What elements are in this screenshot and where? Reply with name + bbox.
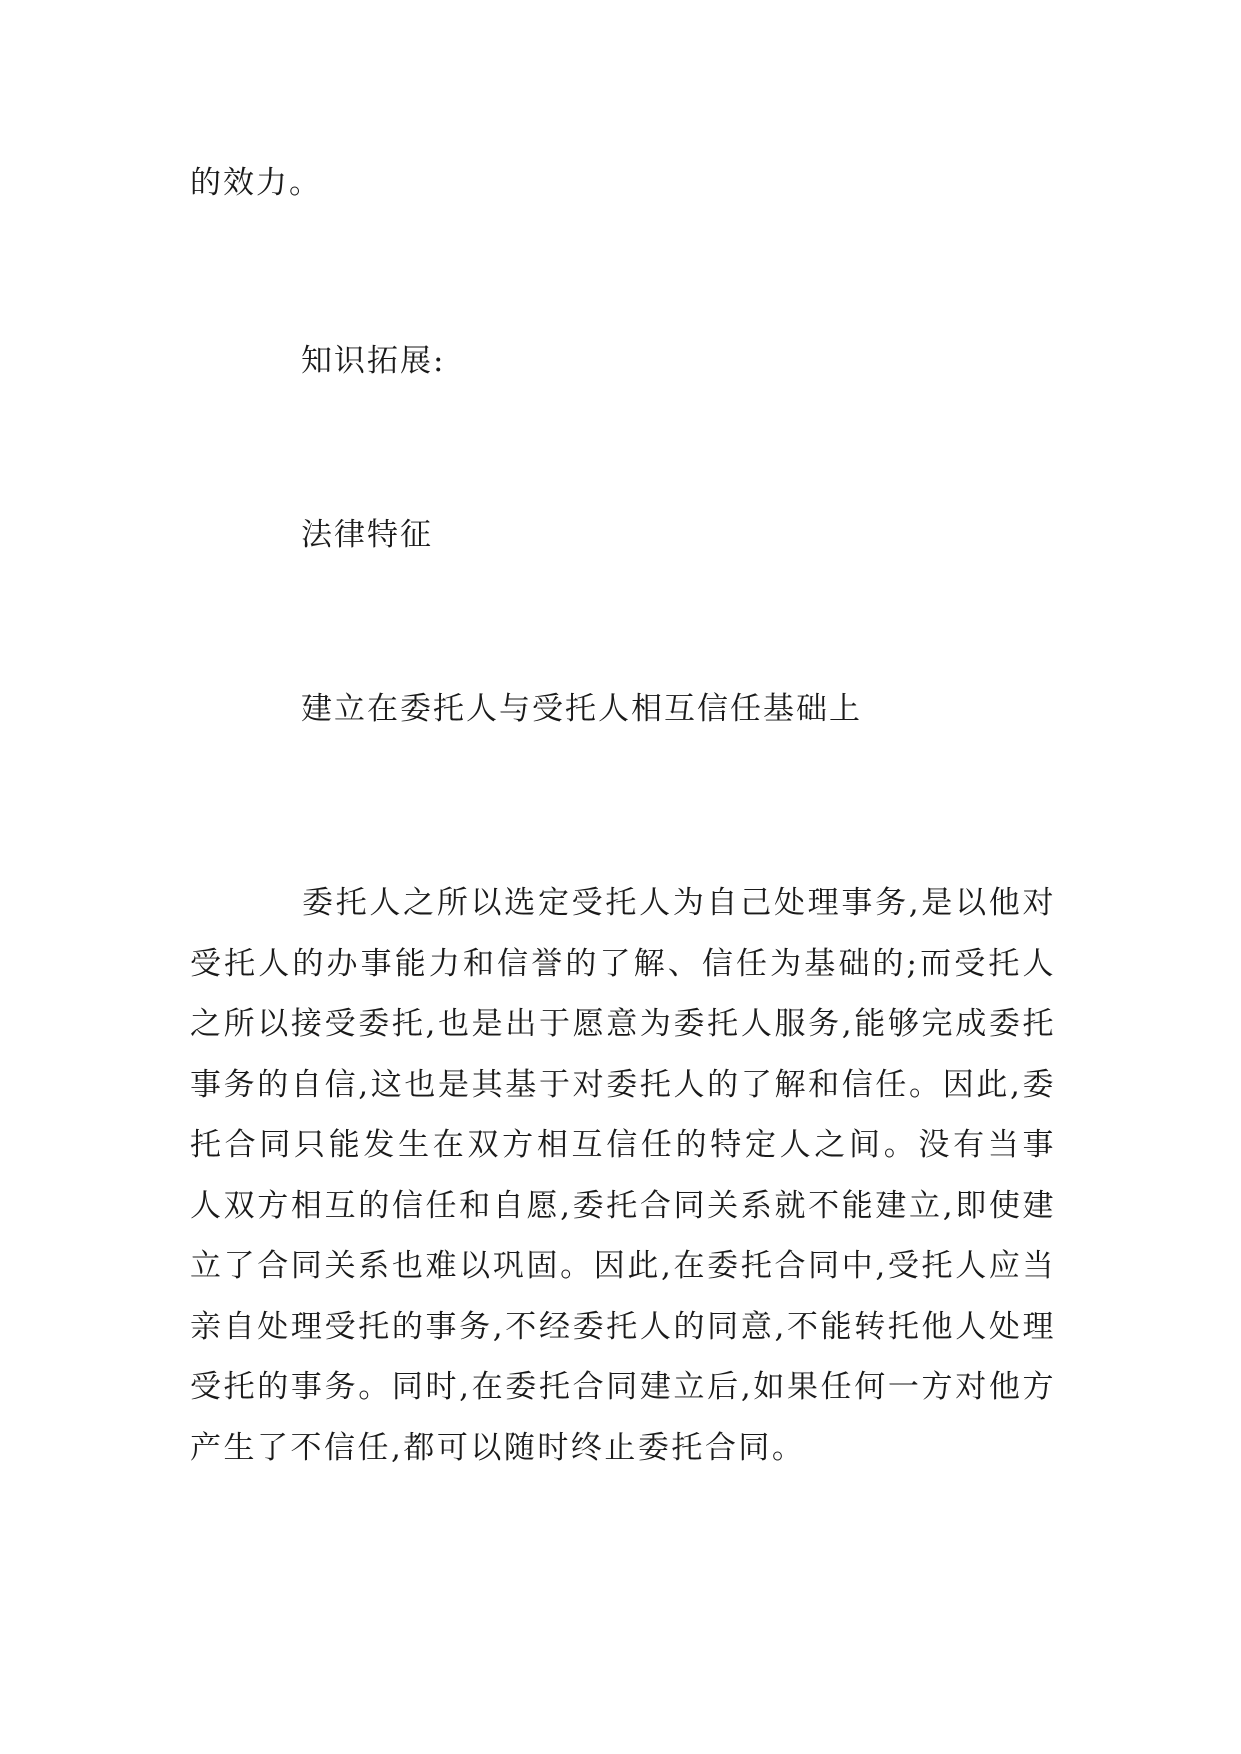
subheading-mutual-trust: 建立在委托人与受托人相互信任基础上 bbox=[301, 691, 862, 727]
continuation-line: 的效力。 bbox=[190, 165, 322, 201]
body-paragraph: 委托人之所以选定受托人为自己处理事务,是以他对受托人的办事能力和信誉的了解、信任为基础的;而受托人之所以接受委托,也是出于愿意为委托人服务,能够完成委托事务的自信,这也是其基于对委托人的了解和信任。因此,委托合同只能发生在双方相互信任的特定人之间。没有当事人双方相互的信任和自愿,委托合同关系就不能建立,即使建立了合同关系也难以巩固。因此,在委托合同中,受托人应当亲自处理受托的事务,不经委托人的同意,不能转托他人处理受托的事务。同时,在委托合同建立后,如果任何一方对他方产生了不信任,都可以随时终止委托合同。 bbox=[190, 885, 1056, 1466]
heading-legal-features: 法律特征 bbox=[301, 517, 433, 553]
heading-knowledge-expansion: 知识拓展: bbox=[301, 343, 446, 379]
